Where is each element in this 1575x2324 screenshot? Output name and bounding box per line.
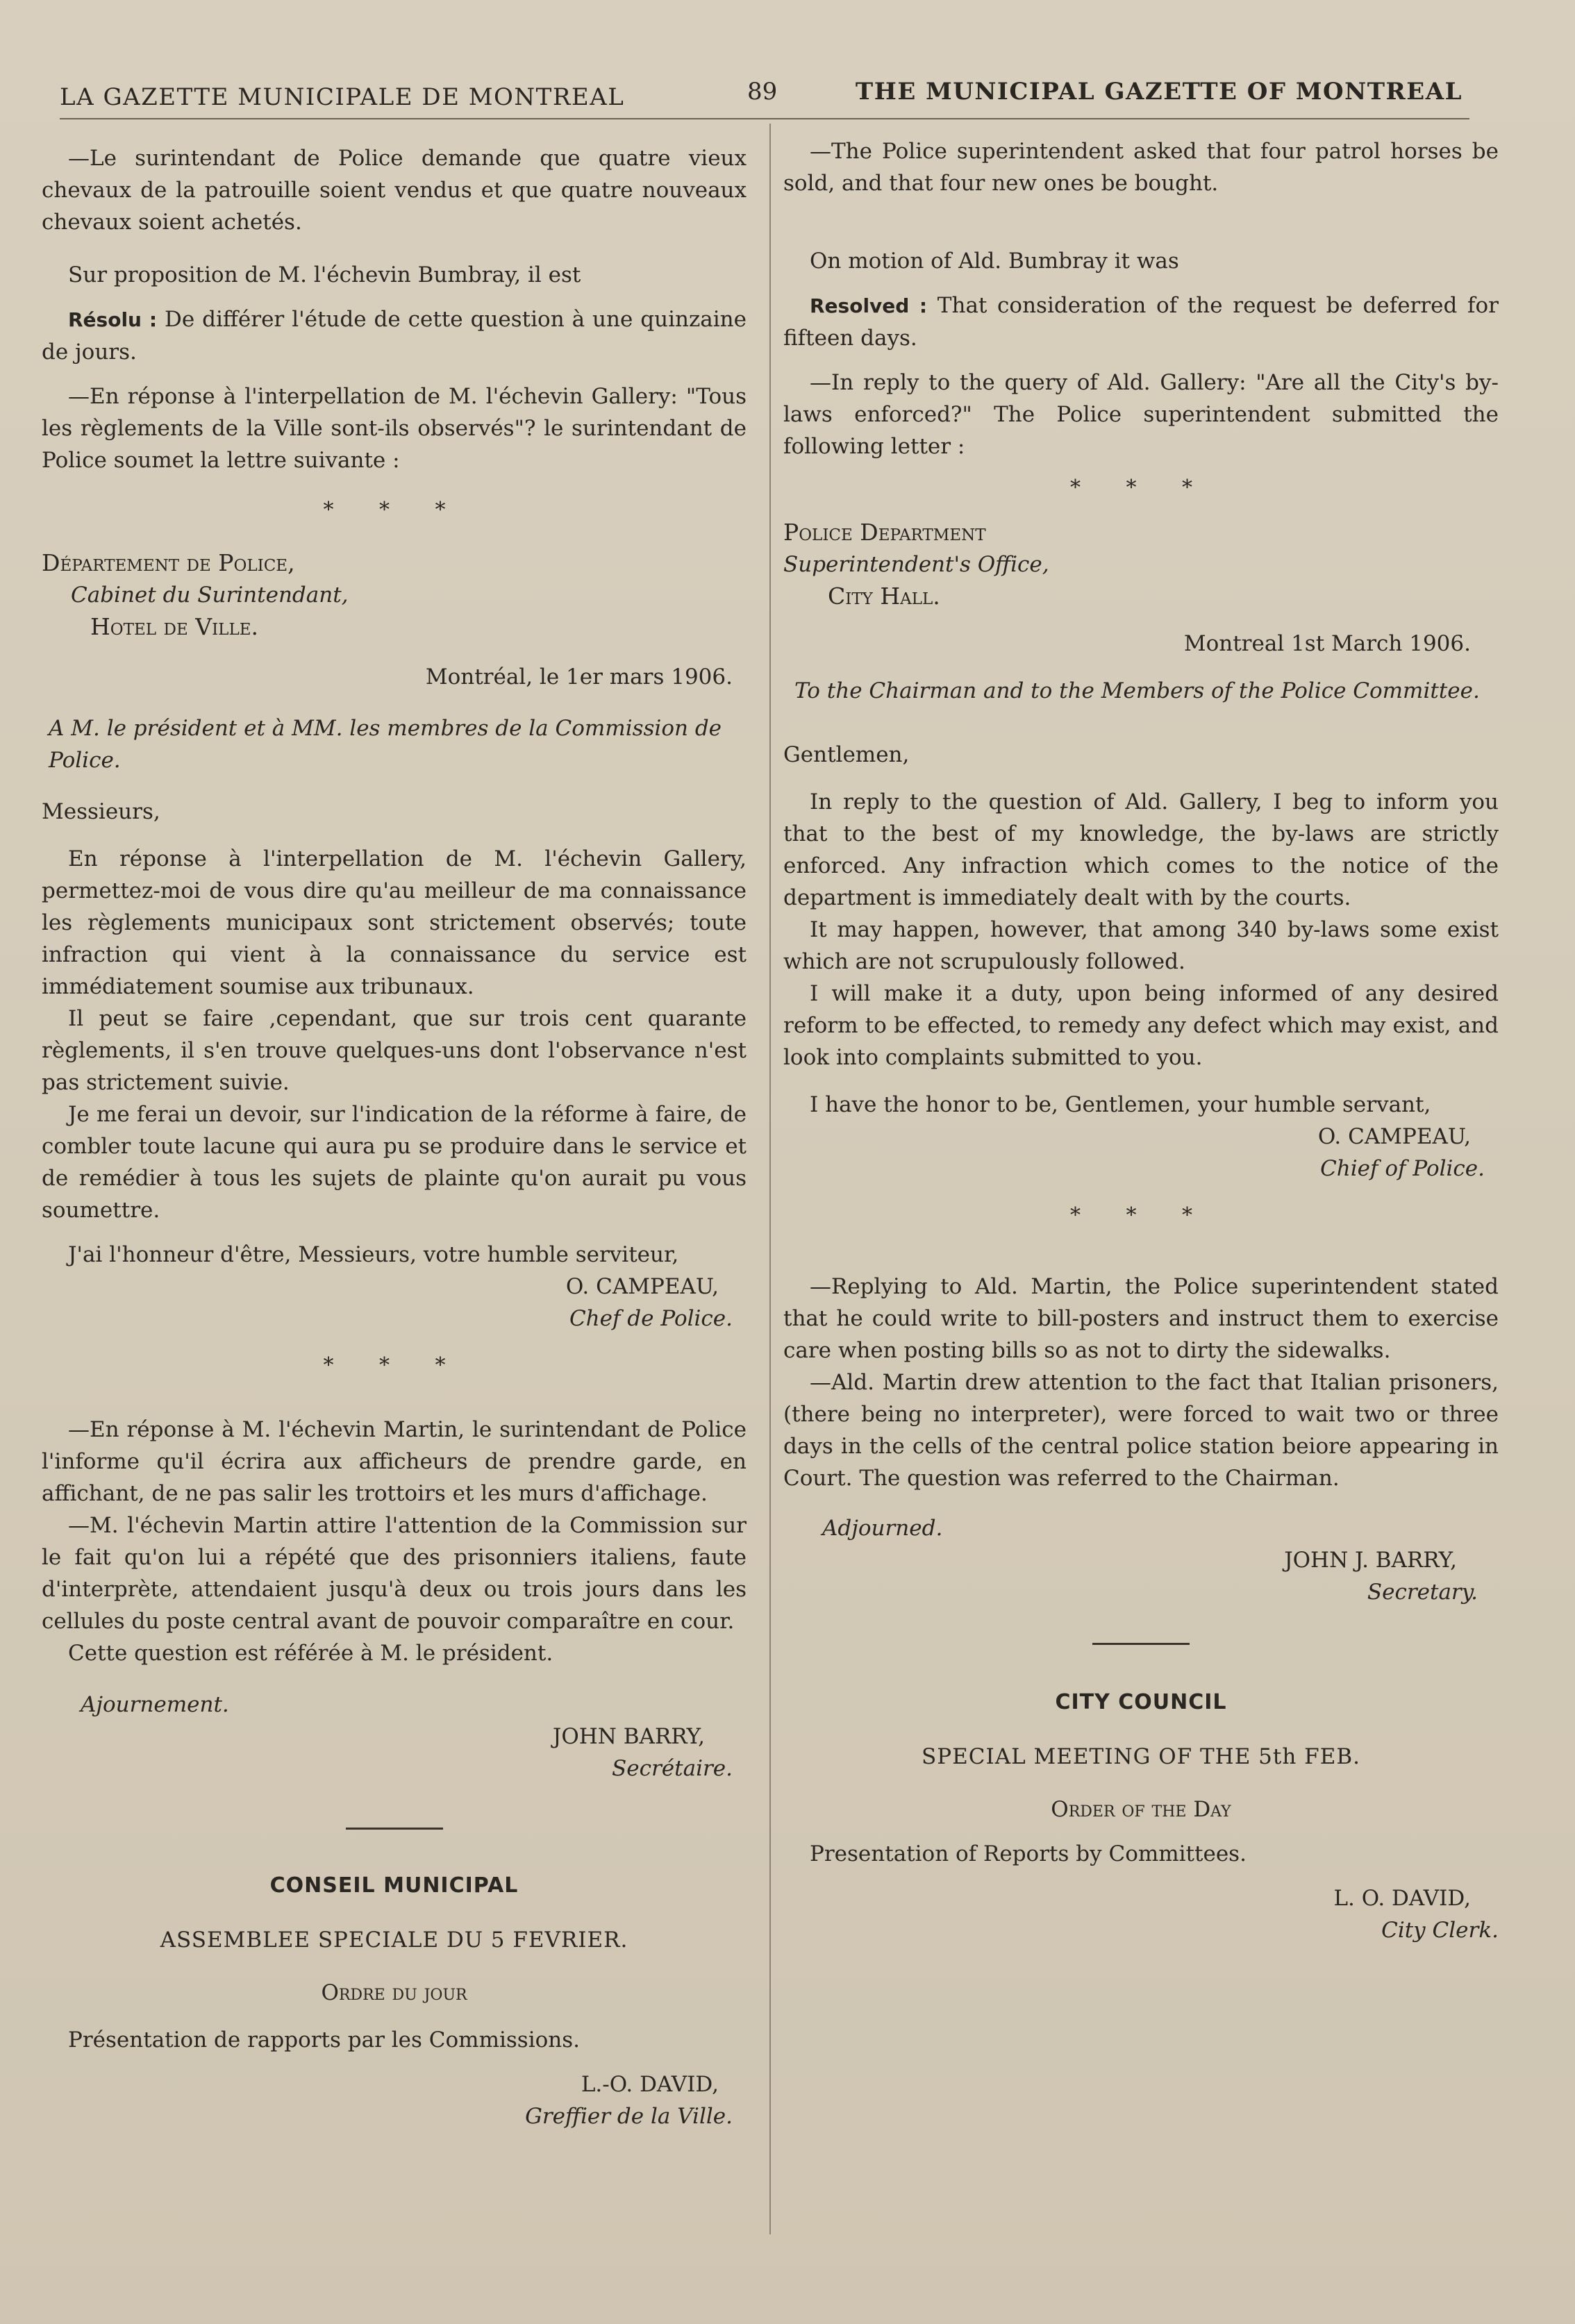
en-clerk-title: City Clerk. bbox=[1381, 1918, 1499, 1943]
en-closing: I have the honor to be, Gentlemen, your humble servant, bbox=[810, 1092, 1431, 1117]
page-number: 89 bbox=[747, 78, 778, 106]
fr-city-hall: Hotel de Ville. bbox=[90, 613, 258, 640]
en-office: Superintendent's Office, bbox=[783, 552, 1049, 577]
fr-secretary-title: Secrétaire. bbox=[612, 1756, 733, 1781]
fr-adjournment: Ajournement. bbox=[81, 1692, 229, 1717]
en-secretary-title: Secretary. bbox=[1367, 1580, 1478, 1605]
fr-date: Montréal, le 1er mars 1906. bbox=[425, 664, 733, 689]
french-column bbox=[42, 135, 747, 2132]
en-paragraph-martin-prisoners: —Ald. Martin drew attention to the fact that Italian prisoners, (there being no interpreter), were forced to wait two or three days in the cells of the central police station beiore appearing in Court. The question was referred to the Chairman. bbox=[783, 1370, 1499, 1491]
column-divider bbox=[769, 124, 771, 2234]
page-header bbox=[60, 78, 1469, 119]
fr-letter-body-3: Je me ferai un devoir, sur l'indication de la réforme à faire, de combler toute lacune qui aura pu se produire dans le service et de remédier à tous les sujets de plainte qu'on aurait pu vous soumettre. bbox=[42, 1102, 747, 1223]
en-adjournment: Adjourned. bbox=[822, 1516, 943, 1541]
en-city-hall: City Hall. bbox=[828, 583, 940, 610]
en-signature-title: Chief of Police. bbox=[1320, 1156, 1485, 1181]
en-salutation: Gentlemen, bbox=[783, 742, 910, 767]
en-department: Police Department bbox=[783, 519, 986, 546]
fr-resolved-text: De différer l'étude de cette question à une quinzaine de jours. bbox=[42, 307, 747, 365]
en-secretary-name: JOHN J. BARRY, bbox=[1284, 1548, 1457, 1573]
en-paragraph-martin-posters: —Replying to Ald. Martin, the Police superintendent stated that he could write to bill-posters and instruct them to exercise care when posting bills so as not to dirty the sidewalks. bbox=[783, 1274, 1499, 1363]
fr-addressee: A M. le président et à MM. les membres de la Commission de Police. bbox=[49, 716, 722, 773]
fr-clerk-name: L.-O. DAVID, bbox=[581, 2072, 719, 2097]
en-meeting-heading: SPECIAL MEETING OF THE 5th FEB. bbox=[922, 1744, 1360, 1769]
en-stars-2: * * * bbox=[1069, 1203, 1212, 1228]
fr-office: Cabinet du Surintendant, bbox=[71, 583, 349, 608]
fr-letter-body-1: En réponse à l'interpellation de M. l'échevin Gallery, permettez-moi de vous dire qu'au meilleur de ma connaissance les règlements municipaux sont strictement observés; toute infraction qui vient à la connaissance du service est immédiatement soumise aux tribunaux. bbox=[42, 846, 747, 999]
fr-order-heading: Ordre du jour bbox=[321, 1980, 467, 2005]
fr-section-rule bbox=[346, 1828, 443, 1830]
fr-resolved-label: Résolu : bbox=[68, 308, 158, 331]
en-council-heading: CITY COUNCIL bbox=[1055, 1690, 1227, 1714]
fr-paragraph-martin-prisoners: —M. l'échevin Martin attire l'attention de la Commission sur le fait qu'on lui a répété que des prisonniers italiens, faute d'interprète, attendaient jusqu'à deux ou trois jours dans les cellules du poste central avant de pouvoir comparaître en cour. bbox=[42, 1513, 747, 1634]
fr-council-heading: CONSEIL MUNICIPAL bbox=[269, 1873, 519, 1898]
fr-paragraph-gallery: —En réponse à l'interpellation de M. l'échevin Gallery: "Tous les règlements de la Ville sont-ils observés"? le surintendant de Police soumet la lettre suivante : bbox=[42, 384, 747, 473]
en-addressee: To the Chairman and to the Members of the Police Committee. bbox=[794, 678, 1480, 703]
english-column bbox=[783, 135, 1499, 1946]
en-stars: * * * bbox=[1069, 476, 1212, 500]
en-resolved-text: That consideration of the request be deferred for fifteen days. bbox=[783, 293, 1499, 351]
fr-presentation: Présentation de rapports par les Commissions. bbox=[68, 2028, 581, 2053]
fr-closing: J'ai l'honneur d'être, Messieurs, votre humble serviteur, bbox=[68, 1242, 679, 1267]
en-presentation: Presentation of Reports by Committees. bbox=[810, 1841, 1247, 1866]
fr-signature-name: O. CAMPEAU, bbox=[565, 1274, 719, 1299]
fr-letter-body-2: Il peut se faire ,cependant, que sur trois cent quarante règlements, il s'en trouve quelques-uns dont l'observance n'est pas strictement suivie. bbox=[42, 1006, 747, 1095]
en-motion: On motion of Ald. Bumbray it was bbox=[810, 249, 1179, 274]
en-paragraph-horses: —The Police superintendent asked that four patrol horses be sold, and that four new ones be bought. bbox=[783, 139, 1499, 196]
fr-meeting-heading: ASSEMBLEE SPECIALE DU 5 FEVRIER. bbox=[160, 1928, 628, 1953]
fr-salutation: Messieurs, bbox=[42, 799, 160, 824]
fr-clerk-title: Greffier de la Ville. bbox=[525, 2104, 733, 2129]
fr-referred: Cette question est référée à M. le président. bbox=[68, 1641, 553, 1666]
en-resolved-label: Resolved : bbox=[810, 294, 928, 317]
fr-department: Département de Police, bbox=[42, 549, 295, 576]
en-clerk-name: L. O. DAVID, bbox=[1333, 1886, 1471, 1911]
fr-secretary-name: JOHN BARRY, bbox=[552, 1724, 705, 1749]
fr-resolution bbox=[42, 303, 747, 368]
en-date: Montreal 1st March 1906. bbox=[1183, 631, 1471, 656]
fr-signature-title: Chef de Police. bbox=[569, 1306, 733, 1331]
fr-paragraph-horses: —Le surintendant de Police demande que quatre vieux chevaux de la patrouille soient vendus et que quatre nouveaux chevaux soient achetés. bbox=[42, 146, 747, 235]
en-signature-name: O. CAMPEAU, bbox=[1317, 1124, 1471, 1149]
fr-stars: * * * bbox=[323, 498, 465, 522]
fr-motion: Sur proposition de M. l'échevin Bumbray, il est bbox=[68, 262, 581, 287]
en-letter-body-3: I will make it a duty, upon being informed of any desired reform to be effected, to remedy any defect which may exist, and look into complaints submitted to you. bbox=[783, 981, 1499, 1070]
header-title-english: THE MUNICIPAL GAZETTE OF MONTREAL bbox=[855, 78, 1462, 106]
en-section-rule bbox=[1092, 1643, 1190, 1645]
en-letter-body-1: In reply to the question of Ald. Gallery, I beg to inform you that to the best of my knowledge, the by-laws are strictly enforced. Any infraction which comes to the notice of the department is immediately dealt with by the courts. bbox=[783, 789, 1499, 910]
en-order-heading: Order of the Day bbox=[1051, 1797, 1231, 1822]
en-letter-body-2: It may happen, however, that among 340 by-laws some exist which are not scrupulously followed. bbox=[783, 917, 1499, 974]
en-paragraph-gallery: —In reply to the query of Ald. Gallery: "Are all the City's by-laws enforced?" The Police superintendent submitted the following letter : bbox=[783, 370, 1499, 459]
header-title-french: LA GAZETTE MUNICIPALE DE MONTREAL bbox=[60, 83, 625, 111]
fr-stars-2: * * * bbox=[323, 1353, 465, 1378]
en-resolution bbox=[783, 290, 1499, 354]
fr-paragraph-martin-posters: —En réponse à M. l'échevin Martin, le surintendant de Police l'informe qu'il écrira aux afficheurs de prendre garde, en affichant, de ne pas salir les trottoirs et les murs d'affichage. bbox=[42, 1417, 747, 1506]
header-rule bbox=[60, 118, 1469, 119]
